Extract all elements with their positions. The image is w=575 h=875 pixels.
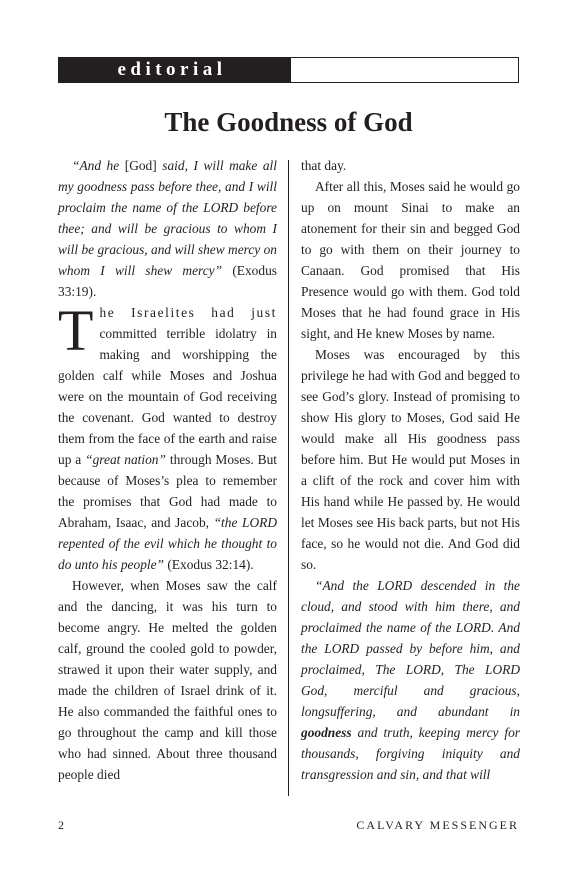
quote-text-1: “And he <box>72 158 125 173</box>
quote-text-1-rest: said, I will make all my goodness pass before thee, and I will proclaim the name of the LORD before thee; and will be gracious to whom I will be gracious, and will shew mercy on whom I will shew mercy” <box>58 158 277 278</box>
paragraph-1-quote-2: “the LORD repented of the evil which he thought to do unto his people” <box>58 515 277 572</box>
quote-reference: (Exodus 33:19). <box>58 263 277 299</box>
paragraph-1-reference: (Exodus 32:14). <box>164 557 254 572</box>
publication-name: CALVARY MESSENGER <box>356 818 519 832</box>
closing-quote-b: and truth, keeping mercy for thousands, forgiving iniquity and transgression and sin, and that will <box>301 725 520 782</box>
closing-quote-a: “And the LORD descended in the cloud, and stood with him there, and proclaimed the name of the LORD. And the LORD passed by before him, and proclaimed, The LORD, The LORD God, merciful and gracious, longsuffering, and abundant in <box>301 578 520 719</box>
left-column <box>58 155 277 785</box>
opening-quote <box>58 155 277 302</box>
right-column <box>301 155 520 785</box>
paragraph-1-text-a: committed terrible idolatry in making and worshipping the golden calf while Moses and Joshua were on the mountain of God receiving the covenant. God wanted to destroy them from the face of the earth and raise up a <box>58 326 277 467</box>
paragraph-1-lead: he Israelites had just <box>99 305 277 320</box>
paragraph-5: Moses was encouraged by this privilege he had with God and begged to see God’s glory. Instead of promising to show His glory to Moses, God said He would make all His goodness pass before him. But He would put Moses in a clift of the rock and cover him with His hand while He passed by. He would let Moses see His back parts, but not His face, so he would not die. And God did so. <box>301 347 520 572</box>
paragraph-2: However, when Moses saw the calf and the dancing, it was his turn to become angry. He melted the golden calf, ground the cooled gold to powder, strawed it upon their water supply, and made the children of Israel drink of it. He also commanded the faithful ones to go throughout the camp and kill those who had sinned. About three thousand people died <box>58 578 277 782</box>
section-header-bar <box>58 57 519 83</box>
article-title: The Goodness of God <box>164 107 413 137</box>
quote-bracket: [God] <box>124 158 157 173</box>
closing-quote <box>301 575 520 785</box>
column-divider <box>288 160 289 796</box>
paragraph-1 <box>58 298 277 575</box>
page-number: 2 <box>58 818 64 832</box>
paragraph-3-end: that day. <box>301 158 347 173</box>
drop-cap: T <box>58 298 94 363</box>
section-label: editorial <box>59 58 291 82</box>
paragraph-1-text-b: through Moses. But because of Moses’s plea to remember the promises that God had made to Abraham, Isaac, and Jacob, <box>58 452 277 530</box>
paragraph-1-quote: “great nation” <box>85 452 166 467</box>
closing-quote-bold: goodness <box>301 725 352 740</box>
paragraph-4: After all this, Moses said he would go up on mount Sinai to make an atonement for their sin and begged God to go with them on their journey to Canaan. God promised that His Presence would go with them. God told Moses that he had found grace in His sight, and He knew Moses by name. <box>301 179 520 341</box>
